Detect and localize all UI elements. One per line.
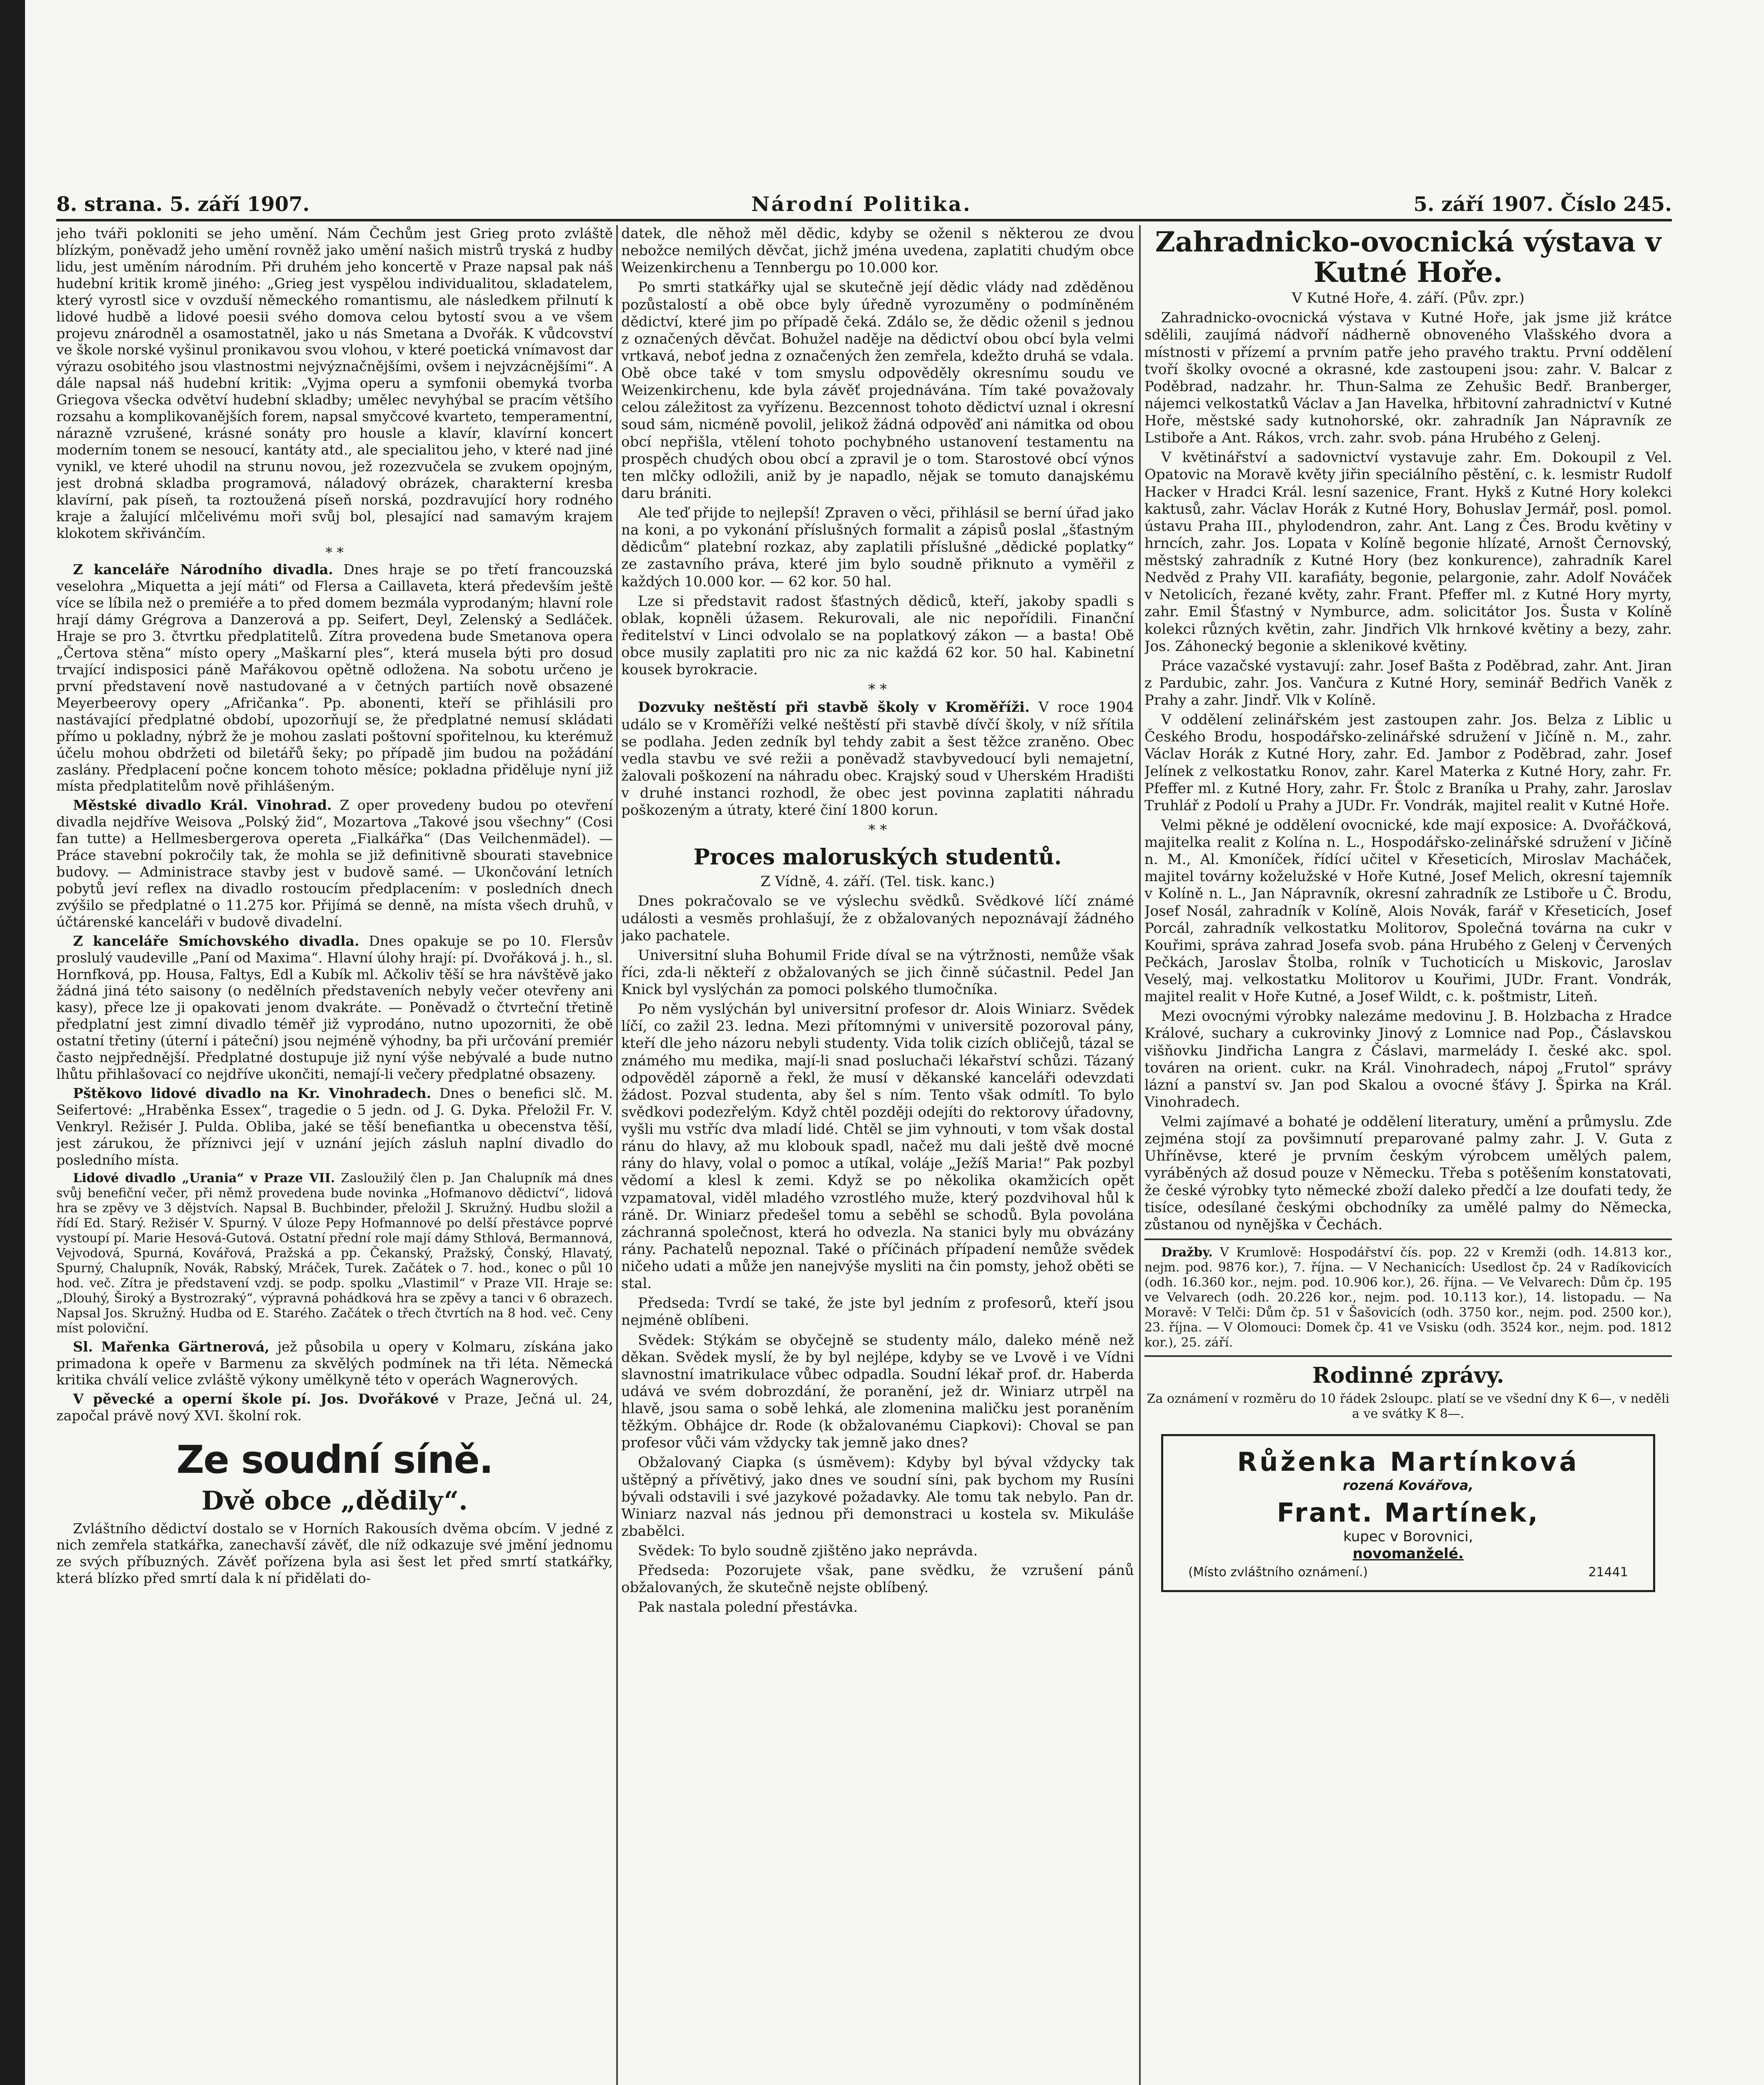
- article-text: Dnes pokračovalo se ve výslechu svědků. Svědkové líčí známé události a vesměs prohlašují, že z obžalovaných nepoznávají žádného jako pachatele.: [621, 893, 1134, 944]
- separator: * *: [325, 544, 344, 560]
- section-title: Ze soudní síně.: [176, 1437, 493, 1482]
- article-text: datek, dle něhož měl dědic, kdyby se oženil s některou ze dvou nebožce nemilých děvčat, jichž jména uvedena, zaplatiti chudým obce Weizenkirchenu a Tennbergu po 10.000 kor.: [621, 225, 1134, 276]
- bride-name: Růženka Martínková: [1237, 1446, 1579, 1477]
- article-text: Práce vazačské vystavují: zahr. Josef Bašta z Poděbrad, zahr. Ant. Jiran z Pardubic, zahr. Jos. Vančura z Kutné Hory, seminář Bedřich Vaněk z Prahy a zahr. Jindř. Vlk v Kolíně.: [1144, 657, 1672, 709]
- article-text: Svědek: To bylo soudně zjištěno jako neprávda.: [638, 1542, 978, 1560]
- article-text: Obžalovaný Ciapka (s úsměvem): Kdyby byl býval vždycky tak uštěpný a přívětivý, jako dnes ve soudní síni, pak bychom my Rusíni bývali odstavili i své jazykové požadavky. Ale tomu tak nebylo. Pan dr. Winiarz nazval nás jednou při demonstraci u kostela sv. Mikuláše zbabělci.: [621, 1454, 1134, 1540]
- auction-text: V Krumlově: Hospodářství čís. pop. 22 v Kremži (odh. 14.813 kor., nejm. pod. 9876 kor.), 7. října. — V Nechanicích: Usedlost čp. 24 v Radíkovicích (odh. 16.360 kor., nejm. pod. 10.906 kor.), 26. října. — Ve Velvarech: Dům čp. 195 ve Velvarech (odh. 20.226 kor., nejm. pod. 10.113 kor.), 14. listopadu. — Na Moravě: V Telči: Dům čp. 51 v Šašovicích (odh. 3750 kor., nejm. pod. 2500 kor.), 23. října. — V Olomouci: Domek čp. 41 ve Vsisku (odh. 3524 kor., nejm. pod. 1812 kor.), 25. září.: [1144, 1245, 1672, 1350]
- divider: [1144, 1238, 1672, 1240]
- separator: * *: [868, 681, 887, 698]
- article-paragraph: [56, 1085, 613, 1168]
- article-title: Dvě obce „dědily“.: [201, 1485, 468, 1516]
- article-heading: Z kanceláře Národního divadla.: [73, 561, 333, 578]
- article-text: Zasloužilý člen p. Jan Chalupník má dnes svůj benefiční večer, při němž provedena bude novinka „Hofmanovo dědictví“, lidová hra se zpěvy ve 3 dějstvích. Napsal B. Buchbinder, přeložil J. Skružný. Hudbu složil a řídí Ed. Starý. Režisér V. Spurný. V úloze Pepy Hofmannové po delší přestávce poprvé vystoupí pí. Marie Hesová-Gutová. Ostatní přední role mají dámy Sthlová, Bermannová, Vejvodová, Spurná, Kovářová, Pražská a pp. Čekanský, Pražský, Čonský, Hlavatý, Spurný, Chalupník, Novák, Rabský, Mráček, Turek. Začátek o 7. hod., konec o půl 10 hod. več. Zítra je představení vzdj. se podp. spolku „Vlastimil“ v Praze VII. Hraje se: „Dlouhý, Široký a Bystrozraký“, výpravná pohádková hra se zpěvy a tanci v 6 obrazech. Napsal Jos. Skružný. Hudba od E. Starého. Začátek o třech čtvrtích na 8 hod. več. Ceny míst poloviční.: [56, 1171, 613, 1336]
- article-heading: Dozvuky neštěstí při stavbě školy v Kroměříži.: [638, 699, 1030, 716]
- article-heading: Sl. Mařenka Gärtnerová,: [73, 1338, 270, 1355]
- article-text: Předseda: Tvrdí se také, že jste byl jedním z profesorů, kteří jsou nejméně oblíbeni.: [621, 1295, 1134, 1329]
- section-title: Rodinné zprávy.: [1312, 1362, 1504, 1388]
- article-paragraph: [56, 1171, 613, 1336]
- dateline: V Kutné Hoře, 4. září. (Pův. zpr.): [1292, 290, 1525, 307]
- divider: [1144, 1355, 1672, 1357]
- article-text: V oddělení zelinářském jest zastoupen zahr. Jos. Belza z Liblic u Českého Brodu, hospodářsko-zelinářské sdružení v Jičíně n. M., zahr. Václav Horák z Kutné Hory, zahr. Ed. Jambor z Poděbrad, zahr. Josef Jelínek z velkostatku Ronov, zahr. Karel Materka z Kutné Hory, zahr. Fr. Pfeffer ml. z Kutné Hory, zahr. Fr. Štolc z Braníka u Prahy, zahr. Jaroslav Truhlář z Podolí u Prahy a JUDr. Fr. Vondrák, majitel realit v Kutné Hoře.: [1144, 711, 1672, 814]
- article-heading: Lidové divadlo „Urania“ v Praze VII.: [73, 1171, 335, 1186]
- article-text: Předseda: Pozorujete však, pane svědku, že vzrušení pánů obžalovaných, že skutečně nejste oblíbený.: [621, 1562, 1134, 1596]
- article-title: Zahradnicko-ovocnická výstava v Kutné Hoře.: [1155, 226, 1661, 289]
- article-text: Z oper provedeny budou po otevření divadla nejdříve Weisova „Polský žid“, Mozartova „Takové jsou všechny“ (Cosi fan tutte) a Hellmesbergerova opereta „Fialkářka“ (Das Veilchenmädel). — Práce stavební pokročily tak, že mohla se již definitivně sbourati stavebnice budovy. — Administrace stavby jest v budově samé. — Ukončování letních pobytů jeví reflex na divadlo rostoucím předplacením: v posledních dnech zvýšilo se předplatné o 11.275 kor. Přijímá se denně, na místa všech druhů, v účtárenské kanceláři v budově divadelní.: [56, 797, 613, 930]
- article-text: Zvláštního dědictví dostalo se v Horních Rakousích dvěma obcím. V jedné z nich zemřela statkářka, zanechavší závěť, dle níž odkazuje své jmění jednomu ze svých příbuzných. Závěť pořízena byla asi šest let před smrtí statkářky, která blízko před smrtí dala k ní přidělati do-: [56, 1520, 613, 1587]
- article-heading: V pěvecké a operní škole pí. Jos. Dvořákové: [73, 1391, 439, 1407]
- header-left: 8. strana. 5. září 1907.: [56, 193, 310, 216]
- article-text: Velmi pěkné je oddělení ovocnické, kde mají exposice: A. Dvořáčková, majitelka realit z Kolína n. L., Hospodářsko-zelinářské sdružení v Jičíně n. M., Al. Kmoníček, řídící učitel v Křeseticích, Miroslav Macháček, majitel továrny koželužské v Hoře Kutné, Josef Melich, okresní tajemník v Kolíně n. L., Jan Nápravník, okresní zahradník ze Lstiboře u Č. Brodu, Josef Nosál, zahradník v Kolíně, Alois Novák, farář v Křeseticích, Josef Porcál, zahradník velkostatku Molitorov, Společná továrna na cukr v Kouřimi, správa zahrad Josefa svob. pána Hrubého z Gelenj v Červených Pečkách, Jaroslav Štolba, rolník v Tuchoticích u Miskovic, Jaroslav Veselý, maj. velkostatku Molitorov u Kouřimi, JUDr. Frant. Vondrák, majitel realit v Hoře Kutné, a Josef Wildt, c. k. poštmistr, Liteň.: [1144, 816, 1672, 1005]
- article-text: Po smrti statkářky ujal se skutečně její dědic vlády nad zděděnou pozůstalostí a obě obce byly úředně vyrozuměny o podmíněném dědictví, které jim po případě čeká. Zdálo se, že dědic oženil s jednou z označených děvčat. Bohužel naděje na dědictví obou obcí byla velmi vrtkavá, neboť jedna z označených žen zemřela, kdežto druhá se vdala. Obě obce také v tom smyslu odpověděly okresnímu soudu ve Weizenkirchenu, kde byla závěť projednávána. Tím také považovaly celou záležitost za vyřízenu. Bezcennost tohoto dědictví uznal i okresní soud sám, nicméně povolil, jelikož žádná odpověď ani námitka od obou obcí nepřišla, vtělení tohoto pochybného ustanovení testamentu na prospěch chudých obou obcí a zpravil je o tom. Starostové obcí výnos ten mlčky odložili, aniž by je napadlo, nějak se tomuto danajskému daru brániti.: [621, 279, 1134, 502]
- auction-notice: [1144, 1245, 1672, 1350]
- article-paragraph: [56, 1391, 613, 1424]
- announcement-note: (Místo zvláštního oznámení.): [1188, 1565, 1368, 1580]
- article-text: Lze si představit radost šťastných dědiců, kteří, jakoby spadli s oblak, kopněli úžasem. Rekurovali, ale nic nepořídili. Finanční ředitelství v Linci odvolalo se na poplatkový zákon — a basta! Obě obce musily zaplatiti pro nic za nic každá 62 kor. 50 hal. Kabinetní kousek byrokracie.: [621, 593, 1134, 678]
- rate-note: Za oznámení v rozměru do 10 řádek 2sloupc. platí se ve všední dny K 6—, v neděli a ve svátky K 8—.: [1147, 1391, 1670, 1421]
- article-heading: Pštěkovo lidové divadlo na Kr. Vinohradech.: [73, 1085, 432, 1102]
- article-paragraph: [621, 699, 1134, 819]
- column-rule: [1139, 225, 1141, 2085]
- article-text: V květinářství a sadovnictví vystavuje zahr. Em. Dokoupil z Vel. Opatovic na Moravě květy jiřin speciálního pěstění, c. k. lesmistr Rudolf Hacker v Hradci Král. lesní sazenice, Frant. Hykš z Kutné Hory kolekci kaktusů, zahr. Václav Horák z Kutné Hory, Bohuslav Jermář, posl. pomol. ústavu Praha III., phylodendron, zahr. Ant. Lang z Čes. Brodu květiny v hrncích, zahr. Jos. Lopata v Kolíně begonie hlízaté, Arnošt Černovský, městský zahradník z Kutné Hory (bez konkurence), zahradník Karel Nedvěd z Prahy VII. karafiáty, begonie, pelargonie, zahr. Adolf Nováček v Netolicích, řezané květy, zahr. Frant. Pfeffer ml. z Kutné Hory myrty, zahr. Emil Šťastný v Nymburce, adm. solicitátor Jos. Šusta v Kolíně kolekci různých květin, zahr. Jindřich Vlk hrnkové květiny a bezy, zahr. Jos. Záhonecký begonie a sklenikové květiny.: [1144, 449, 1672, 655]
- newspaper-title: Národní Politika.: [751, 193, 972, 216]
- article-text: jeho tváři pokloniti se jeho umění. Nám Čechům jest Grieg proto zvláště blízkým, poněvadž jeho umění rovněž jako umění našich mistrů tryská z hudby lidu, jest uměním národním. Při druhém jeho koncertě v Praze napsal pak náš hudební kritik kromě jiného: „Grieg jest vyspělou individualitou, skladatelem, který vyrostl sice v ovzduší německého romantismu, ale následkem přilnutí k lidové hudbě a lidové poesii svého domova celou bytostí svou a ve všem projevu znárodněl a osamostatněl, jako u nás Smetana a Dvořák. K vůdcovství ve škole norské vyšinul pronikavou svou vlohou, v které poetická vnímavost dar výrazu osobitého jsou vlastnostmi nejvýznačnějšími, ovšem i nejvzácnějšími“. A dále napsal náš hudební kritik: „Vyjma operu a symfonii obemyká tvorba Griegova všecka odvětví hudební skladby; umělec nevyhýbal se pracím většího rozsahu a komplikovanějších forem, napsal smyčcové kvarteto, temperamentní, nárazně vzrušené, krásné sonáty pro housle a klavír, klavírní koncert moderním tonem se nesoucí, kantáty atd., ale specialitou jeho, v které nad jiné vynikl, ve které uhodil na strunu novou, jež rozezvučela se zvukem opojným, jest drobná skladba programová, náladový obrázek, charakterní kresba klavírní, pak píseň, ta roztoužená píseň norská, pozdravující hory rodného kraje a žalující mlčelivému moři svůj bol, plesající nad samavým krajem klokotem skřivánčím.: [56, 225, 613, 541]
- separator: * *: [868, 821, 887, 839]
- article-text: jež působila u opery v Kolmaru, získána jako primadona k opeře v Barmenu za skvělých podmínek na tři léta. Německá kritika chválí velice zvláště výkony umělkyně této v operách Wagnerových.: [56, 1338, 613, 1388]
- column-3: [1144, 225, 1672, 2085]
- article-paragraph: [56, 797, 613, 930]
- couple-status: novomanželé.: [1352, 1545, 1464, 1562]
- article-text: Velmi zajímavé a bohaté je oddělení literatury, umění a průmyslu. Zde zejména stojí za povšimnutí preparované palmy zahr. J. V. Guta z Uhříněvse, které je prvním českým výrobcem umělých palem, vyráběných až dosud pouze v Německu. Třeba s potěšením konstatovati, že české výrobky tyto německé zboží daleko předčí a lze doufati tedy, že tisíce, odesílané českými obchodníky za umělé palmy do Německa, zůstanou od nynějška v Čechách.: [1144, 1113, 1672, 1233]
- column-2: [621, 225, 1134, 2085]
- article-text: Svědek: Stýkám se obyčejně se studenty málo, daleko méně než děkan. Svědek myslí, že by byl nejlépe, kdyby se ve Lvově i ve Vídni slavnostní imatrikulace vůbec odpadla. Soudní lékař prof. dr. Haberda udává ve svém dobrozdání, že poranění, jež dr. Winiarz utrpěl na hlavě, jsou sama o sobě lehká, ale zlomenina maličku jest poraněním těžkým. Obhájce dr. Rode (k obžalovanému Ciapkovi): Choval se pan profesor vůči vám vždycky tak jemně jako dnes?: [621, 1331, 1134, 1452]
- page-header: [56, 190, 1672, 221]
- column-rule: [616, 225, 618, 2085]
- scan-edge: [0, 0, 25, 2085]
- column-1: [56, 225, 613, 2085]
- dateline: Z Vídně, 4. září. (Tel. tisk. kanc.): [760, 873, 995, 890]
- article-text: Dnes o benefici slč. M. Seifertové: „Hraběnka Essex“, tragedie o 5 jedn. od J. G. Dyka. Přeložil Fr. V. Venkryl. Režisér J. Pulda. Obliba, jaké se těší benefiantka u obecenstva těší, jest zárukou, že příznivci její v uznání jejích zásluh naplní divadlo do posledního místa.: [56, 1085, 613, 1168]
- article-text: Zahradnicko-ovocnická výstava v Kutné Hoře, jak jsme již krátce sdělili, zaujímá nádvoří nádherně obnoveného Vlašského dvora a místnosti v přízemí a prvním patře jeho pravého traktu. První oddělení tvoří školky ovocné a okrasné, kde zastoupeni jsou: zahr. V. Balcar z Poděbrad, nadzahr. hr. Thun-Salma ze Zehušic Bedř. Branberger, nájemci velkostatků Václav a Jan Havelka, hřbitovní zahradnictví v Kutné Hoře, městské sady kutnohorské, okr. zahradník Jan Nápravník ze Lstiboře a Ant. Rákos, vrch. zahr. svob. pána Hrubého z Gelenj.: [1144, 309, 1672, 447]
- article-text: V roce 1904 událo se v Kroměříži velké neštěstí při stavbě dívčí školy, v níž sřítila se podlaha. Jeden zedník byl tehdy zabit a šest těžce zraněno. Obec vedla stavbu ve své režii a poněvadž stavbyvedoucí byli nemajetní, žalovali poškození na náhradu obec. Krajský soud v Uherském Hradišti v druhé instanci rozhodl, že obec jest povinna zaplatiti náhradu poškozeným a útraty, které činí 1800 korun.: [621, 699, 1134, 819]
- wedding-announcement: [1161, 1434, 1655, 1592]
- article-heading: Městské divadlo Král. Vinohrad.: [73, 797, 332, 814]
- header-right: 5. září 1907. Číslo 245.: [1413, 193, 1672, 216]
- article-text: Po něm vyslýchán byl universitní profesor dr. Alois Winiarz. Svědek líčí, co zažil 23. ledna. Mezi přítomnými v universitě pozoroval pány, kteří dle jeho názoru nebyli studenty. Vida tolik cizích obličejů, tázal se známého mu medika, mají-li snad posluchači lékařství schůzi. Tázaný odpověděl záporně a řekl, že musí v děkanské kanceláři odevzdati žádost. Pozval studenta, aby šel s ním. Tento však odmítl. To bylo svědkovi podezřelým. Když chtěl později odejíti do rektorovy úřadovny, vyšli mu vstříc dva mladí lidé. Chtěl se jim vyhnouti, v tom však dostal ránu do hlavy, až mu klobouk spadl, načež mu dali ještě dvě mocné rány do hlavy, volal o pomoc a utíkal, voláje „Ježíš Maria!“ Pak pozbyl vědomí a klesl k zemi. Když se po několika okamžicích opět vzpamatoval, viděl mladého vzrostlého muže, který pozdvihoval hůl k ráně. Dr. Winiarz předešel tomu a seběhl se schodů. Byla povolána záchranná společnost, která ho odvezla. Na stanici byly mu obvázány rány. Pachatelů nepoznal. Také o příčinách případení nemůže svědek ničeho udati a může jen nanejvýše mysliti na čin pomsty, jehož oběti se stal.: [621, 1001, 1134, 1292]
- article-heading: Z kanceláře Smíchovského divadla.: [73, 932, 359, 949]
- article-title: Proces maloruských studentů.: [693, 844, 1062, 870]
- auction-heading: Dražby.: [1161, 1245, 1213, 1260]
- article-text: Dnes hraje se po třetí francouzská veselohra „Miquetta a její máti“ od Flersa a Caillaveta, která především ještě více se líbila než o premiéře a to před domem bezmála vyprodaným; hlavní role hrají dámy Grégrova a Danzerová a pp. Seifert, Deyl, Zelenský a Sedláček. Hraje se pro 3. čtvrtku předplatitelů. Zítra provedena bude Smetanova opera „Čertova stěna“ místo opery „Maškarní ples“, která musela býti pro dosud trvající indisposici páně Mařákovou opětně odložena. Na sobotu určeno je první představení nově nastudované a v četných partiích nově obsazené Meyerbeerovy opery „Afričanka“. Pp. abonenti, kteří se přihlásili pro nastávající předplatné období, upozorňují se, že předplatné nemusí skládati přímo u pokladny, nýbrž že je mohou zaslati poštovní spořitelnou, ku kterémuž účelu mohou obdržeti od biletářů šeky; po případě jim budou na požádání zaslány. Předplacení počne koncem tohoto měsíce; pokladna přiděluje nyní již místa předplatitelům nově přihlášeným.: [56, 561, 613, 794]
- groom-name: Frant. Martínek,: [1277, 1497, 1540, 1528]
- article-text: Mezi ovocnými výrobky nalezáme medovinu J. B. Holzbacha z Hradce Králové, suchary a cukrovinky Jinový z Lomnice nad Pop., Čáslavskou višňovku Jindřicha Langra z Čáslavi, marmelády I. české akc. spol. továren na orient. cukr. na Král. Vinohradech, nápoj „Frutol“ správy lázní a panství sv. Jan pod Skalou a ovocné šťávy J. Špirka na Král. Vinohradech.: [1144, 1008, 1672, 1110]
- announcement-footer: [1172, 1565, 1645, 1580]
- groom-occupation: kupec v Borovnici,: [1343, 1528, 1473, 1545]
- article-text: v Praze, Ječná ul. 24, započal právě nový XVI. školní rok.: [56, 1391, 613, 1424]
- article-text: Dnes opakuje se po 10. Flersův proslulý vaudeville „Paní od Maxima“. Hlavní úlohy hrají: pí. Dvořáková j. h., sl. Hornfková, pp. Housa, Faltys, Edl a Kubík ml. Ačkoliv těší se hra návštěvě jako žádná jiná této saisony (o nedělních představeních nebyly večer otevřeny ani kasy), přece lze ji opakovati jenom dvakráte. — Poněvadž o čtvrteční třetině předplatní jest zimní divadlo téměř již vyprodáno, nutno upozorniti, že obě ostatní třetiny (úterní i páteční) jsou nejméně výhodny, ba při určování premiér často nejpřednější. Předplatné dostupuje již nyní výše nebývalé a bude nutno lhůtu přihlašovací co nejdříve ukončiti, nemají-li večery předplatné obsazeny.: [56, 932, 613, 1083]
- announcement-number: 21441: [1588, 1565, 1628, 1580]
- article-text: Ale teď přijde to nejlepší! Zpraven o věci, přihlásil se berní úřad jako na koni, a po vykonání příslušných formalit a zápisů poslal „šťastným dědicům“ platební rozkaz, aby zaplatili příslušné „dědické poplatky“ ze zastavního práva, které jim bylo soudně přiknuto a vyměřil z každých 10.000 kor. — 62 kor. 50 hal.: [621, 505, 1134, 590]
- article-text: Universitní sluha Bohumil Fride díval se na výtržnosti, nemůže však říci, zda-li někteří z obžalovaných se jich činně súčastnil. Pedel Jan Knick byl vyslýchán za pomoci polského tlumočníka.: [621, 947, 1134, 998]
- article-paragraph: [56, 561, 613, 794]
- article-paragraph: [56, 933, 613, 1083]
- bride-maiden-name: rozená Kovářova,: [1342, 1477, 1474, 1493]
- article-text: Pak nastala polední přestávka.: [638, 1599, 858, 1616]
- article-paragraph: [56, 1339, 613, 1389]
